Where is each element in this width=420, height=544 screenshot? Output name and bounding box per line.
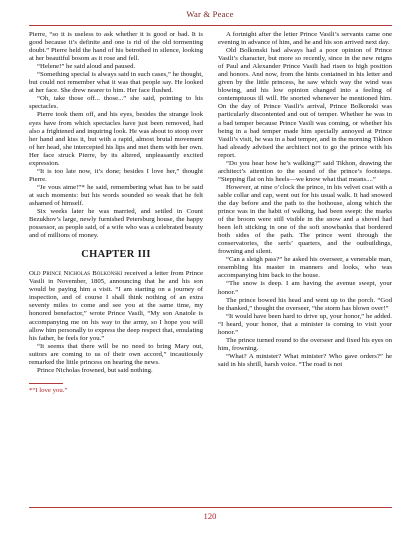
paragraph: “Je vous aime!”* he said, remembering what has to be said at such moments: but his words sounded so weak that he felt ashamed of himself. [29, 183, 203, 207]
chapter-lead-paragraph [29, 270, 203, 342]
left-column [29, 31, 203, 395]
paragraph: “It would have been hard to drive up, your honor,” he added. “I heard, your honor, that a minister is coming to visit your honor.” [218, 312, 392, 336]
paragraph: The prince turned round to the overseer and fixed his eyes on him, frowning. [218, 336, 392, 352]
paragraph: “It is too late now, it’s done; besides I love her,” thought Pierre. [29, 167, 203, 183]
chapter-lead-text: received a letter from Prince Vasili in November, 1805, announcing that he and his son would be paying him a visit. “I am starting on a journey of inspection, and of course I shall think nothing of an extra seventy miles to come and see you at the same time, my honored benefactor,” wrote Prince Vasili, “My son Anatole is accompanying me on his way to the army, so I hope you will allow him personally to express the deep respect that, emulating his father, he feels for you.” [29, 270, 203, 342]
paragraph: “It seems that there will be no need to bring Mary out, suitors are coming to us of their own accord,” incautiously remarked the little princess on hearing the news. [29, 342, 203, 366]
footnote-rule [29, 383, 63, 384]
paragraph: However, at nine o’clock the prince, in his velvet coat with a sable collar and cap, went out for his usual walk. It had snowed the day before and the path to the hothouse, along which the prince was in the habit of walking, had been swept: the marks of the broom were still visible in the snow and a shovel had been left sticking in one of the soft snowbanks that bordered both sides of the path. The prince went through the conservatories, the serfs’ quarters, and the outbuildings, frowning and silent. [218, 183, 392, 256]
running-header: War & Peace [186, 9, 234, 19]
paragraph: “Oh, take those off... those...” she said, pointing to his spectacles. [29, 95, 203, 111]
chapter-heading: CHAPTER III [81, 249, 151, 261]
paragraph: The prince bowed his head and went up to the porch. “God be thanked,” thought the overseer, “the storm has blown over!” [218, 296, 392, 312]
paragraph: Prince Nicholas frowned, but said nothing. [37, 366, 153, 374]
footnote: *“I love you.” [29, 386, 68, 394]
paragraph: “Do you hear how he’s walking?” said Tikhon, drawing the architect’s attention to the sound of the prince’s footsteps. “Stepping flat on his heels—we know what that means....” [218, 159, 392, 183]
paragraph: “Can a sleigh pass?” he asked his overseer, a venerable man, resembling his master in manners and looks, who was accompanying him back to the house. [218, 256, 392, 280]
paragraph: “Something special is always said in such cases,” he thought, but could not remember what it was that people say. He looked at her face. She drew nearer to him. Her face flushed. [29, 71, 203, 95]
paragraph: Pierre took them off, and his eyes, besides the strange look eyes have from which spectacles have just been removed, had also a frightened and inquiring look. He was about to stoop over her hand and kiss it, but with a rapid, almost brutal movement of her head, she intercepted his lips and met them with her own. Her face struck Pierre, by its altered, unpleasantly excited expression. [29, 111, 203, 167]
paragraph: Pierre, “so it is useless to ask whether it is good or bad. It is good because it’s definite and one is rid of the old tormenting doubt.” Pierre held the hand of his betrothed in silence, looking at her beautiful bosom as it rose and fell. [29, 31, 203, 63]
right-column [218, 31, 392, 369]
paragraph: “Helene!” he said aloud and paused. [37, 63, 136, 71]
chapter-lead-smallcaps: Old Prince Nicholas Bolkonski [29, 270, 123, 278]
paragraph: “What? A minister? What minister? Who gave orders?” he said in his shrill, harsh voice. “The road is not [218, 352, 392, 368]
paragraph: A fortnight after the letter Prince Vasili’s servants came one evening in advance of him, and he and his son arrived next day. [218, 31, 392, 47]
paragraph: “The snow is deep. I am having the avenue swept, your honor.” [218, 280, 392, 296]
page-number: 120 [203, 511, 217, 521]
footer-rule [29, 507, 392, 508]
header-rule [29, 25, 392, 26]
paragraph: Six weeks later he was married, and settled in Count Bezukhov’s large, newly furnished Petersburg house, the happy possessor, as people said, of a wife who was a celebrated beauty and of millions of money. [29, 208, 203, 240]
paragraph: Old Bolkonski had always had a poor opinion of Prince Vasili’s character, but more so recently, since in the new reigns of Paul and Alexander Prince Vasili had risen to high position and honors. And now, from the hints contained in his letter and given by the little princess, he saw which way the wind was blowing, and his low opinion changed into a feeling of contemptuous ill will. He snorted whenever he mentioned him. On the day of Prince Vasili’s arrival, Prince Bolkonski was particularly discontented and out of temper. Whether he was in a bad temper because Prince Vasili was coming, or whether his being in a bad temper made him specially annoyed at Prince Vasili’s visit, he was in a bad temper, and in the morning Tikhon had already advised the architect not to go the prince with his report. [218, 47, 392, 159]
